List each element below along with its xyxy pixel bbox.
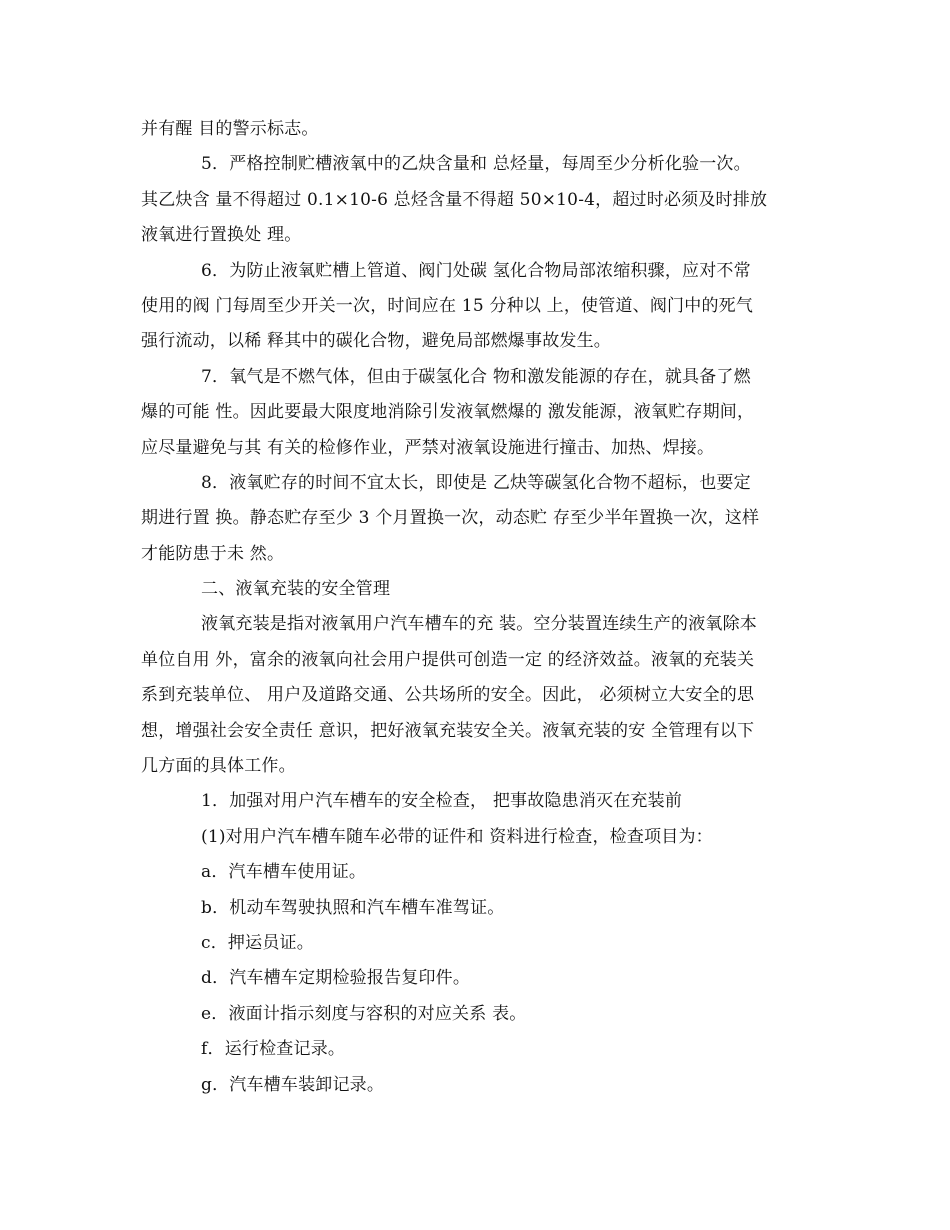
- text-line: (1)对用户汽车槽车随车必带的证件和 资料进行检查，检查项目为：: [201, 826, 713, 847]
- text-line: 其乙炔含 量不得超过 0.1×10-6 总烃含量不得超 50×10-4，超过时必须及时排放: [141, 189, 768, 210]
- text-line: 爆的可能 性。因此要最大限度地消除引发液氧燃爆的 激发能源，液氧贮存期间，: [141, 402, 755, 423]
- text-line: g．汽车槽车装卸记录。: [201, 1074, 385, 1095]
- text-line: b．机动车驾驶执照和汽车槽车准驾证。: [201, 897, 505, 918]
- text-line: 二、液氧充装的安全管理: [201, 579, 391, 600]
- text-line: a．汽车槽车使用证。: [201, 862, 367, 883]
- text-line: c．押运员证。: [201, 932, 314, 953]
- text-line: 6．为防止液氧贮槽上管道、阀门处碳 氢化合物局部浓缩积骤，应对不常: [201, 260, 751, 281]
- text-line: 液氧充装是指对液氧用户汽车槽车的充 装。空分装置连续生产的液氧除本: [201, 614, 758, 635]
- text-line: 5．严格控制贮槽液氧中的乙炔含量和 总烃量，每周至少分析化验一次。: [201, 154, 751, 175]
- text-line: 想，增强社会安全责任 意识，把好液氧充装安全关。液氧充装的安 全管理有以下: [141, 720, 755, 741]
- text-line: f．运行检查记录。: [201, 1039, 346, 1060]
- text-line: 液氧进行置换处 理。: [141, 225, 302, 246]
- text-line: 7．氧气是不燃气体，但由于碳氢化合 物和激发能源的存在，就具备了燃: [201, 366, 751, 387]
- text-line: 系到充装单位、 用户及道路交通、公共场所的安全。因此， 必须树立大安全的思: [141, 685, 755, 706]
- text-line: d．汽车槽车定期检验报告复印件。: [201, 968, 471, 989]
- text-line: 几方面的具体工作。: [141, 756, 296, 777]
- text-line: 单位自用 外，富余的液氧向社会用户提供可创造一定 的经济效益。液氧的充装关: [141, 649, 755, 670]
- text-line: 并有醒 目的警示标志。: [141, 119, 319, 139]
- text-line: e．液面计指示刻度与容积的对应关系 表。: [201, 1003, 527, 1024]
- text-line: 1．加强对用户汽车槽车的安全检查， 把事故隐患消灭在充装前: [201, 791, 683, 812]
- text-line: 8．液氧贮存的时间不宜太长，即使是 乙炔等碳氢化合物不超标，也要定: [201, 472, 751, 493]
- text-line: 使用的阀 门每周至少开关一次，时间应在 15 分种以 上，使管道、阀门中的死气: [141, 295, 754, 316]
- text-line: 应尽量避免与其 有关的检修作业，严禁对液氧设施进行撞击、加热、焊接。: [141, 437, 715, 458]
- document-body: [0, 112, 950, 1103]
- text-line: 强行流动，以稀 释其中的碳化合物，避免局部燃爆事故发生。: [141, 331, 612, 352]
- text-line: 期进行置 换。静态贮存至少 3 个月置换一次，动态贮 存至少半年置换一次，这样: [141, 508, 760, 529]
- text-line: 才能防患于未 然。: [141, 543, 285, 564]
